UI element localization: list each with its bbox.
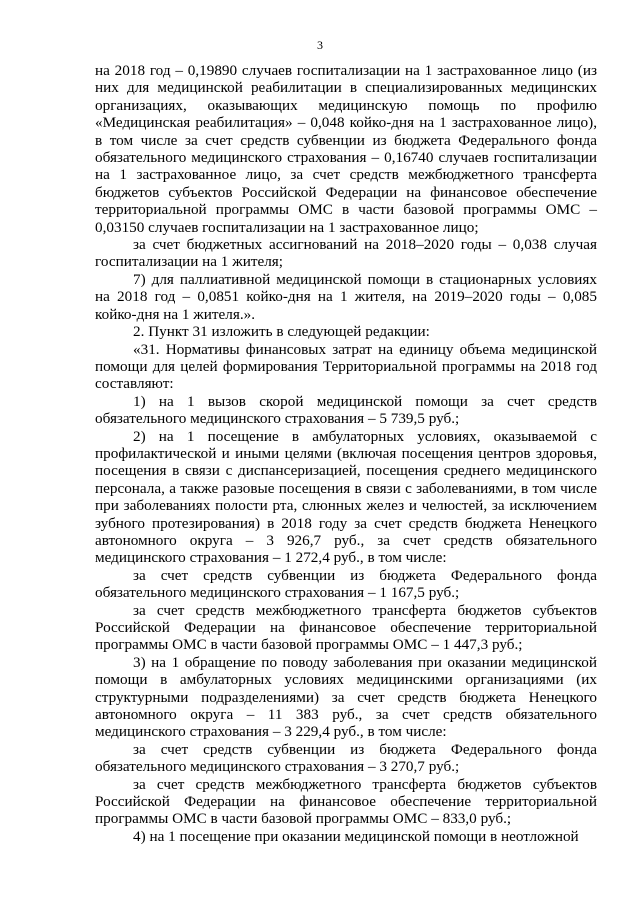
paragraph: за счет средств субвенции из бюджета Федерального фонда обязательного медицинского страхования – 1 167,5 руб.; xyxy=(95,566,597,602)
paragraph: за счет средств межбюджетного трансферта бюджетов субъектов Российской Федерации на финансовое обеспечение территориальной программы ОМС в части базовой программы ОМС – 1 447,3 руб.; xyxy=(95,601,597,654)
paragraph: «31. Нормативы финансовых затрат на единицу объема медицинской помощи для целей формирования Территориальной программы на 2018 год составляют: xyxy=(95,340,597,393)
paragraph: за счет бюджетных ассигнований на 2018–2020 годы – 0,038 случая госпитализации на 1 жителя; xyxy=(95,236,597,271)
paragraph: 2. Пункт 31 изложить в следующей редакции: xyxy=(133,323,430,341)
paragraph: на 2018 год – 0,19890 случаев госпитализации на 1 застрахованное лицо (из них для медицинской реабилитации в специализированных медицинских организациях, оказывающих медицинскую помощь по профилю «Медицинская реабилитация» – 0,048 койко-дня на 1 застрахованное лицо), в том числе за счет средств субвенции из бюджета Федерального фонда обязательного медицинского страхования – 0,16740 случаев госпитализации на 1 застрахованное лицо, за счет средств межбюджетного трансферта бюджетов субъектов Российской Федерации на финансовое обеспечение территориальной программы ОМС в части базовой программы ОМС – 0,03150 случаев госпитализации на 1 застрахованное лицо; xyxy=(95,62,597,236)
paragraph: 7) для паллиативной медицинской помощи в стационарных условиях на 2018 год – 0,0851 койко-дня на 1 жителя, на 2019–2020 годы – 0,085 койко-дня на 1 жителя.». xyxy=(95,270,597,323)
paragraph: за счет средств субвенции из бюджета Федерального фонда обязательного медицинского страхования – 3 270,7 руб.; xyxy=(95,740,597,776)
page-number: 3 xyxy=(317,38,323,52)
paragraph: 3) на 1 обращение по поводу заболевания при оказании медицинской помощи в амбулаторных условиях медицинскими организациями (их структурными подразделениями) за счет средств бюджета Ненецкого автономного округа – 11 383 руб., за счет средств обязательного медицинского страхования – 3 229,4 руб., в том числе: xyxy=(95,653,597,741)
paragraph: 4) на 1 посещение при оказании медицинской помощи в неотложной xyxy=(133,827,579,845)
paragraph: 2) на 1 посещение в амбулаторных условиях, оказываемой с профилактической и иными целями (включая посещения центров здоровья, посещения в связи с диспансеризацией, посещения среднего медицинского персонала, а также разовые посещения в связи с заболеваниями, в том числе при заболеваниях полости рта, слюнных желез и челюстей, за исключением зубного протезирования) в 2018 году за счет средств бюджета Ненецкого автономного округа – 3 926,7 руб., за счет средств обязательного медицинского страхования – 1 272,4 руб., в том числе: xyxy=(95,427,597,567)
paragraph: за счет средств межбюджетного трансферта бюджетов субъектов Российской Федерации на финансовое обеспечение территориальной программы ОМС в части базовой программы ОМС – 833,0 руб.; xyxy=(95,775,597,828)
paragraph: 1) на 1 вызов скорой медицинской помощи за счет средств обязательного медицинского страхования – 5 739,5 руб.; xyxy=(95,392,597,428)
document-body xyxy=(95,62,597,845)
